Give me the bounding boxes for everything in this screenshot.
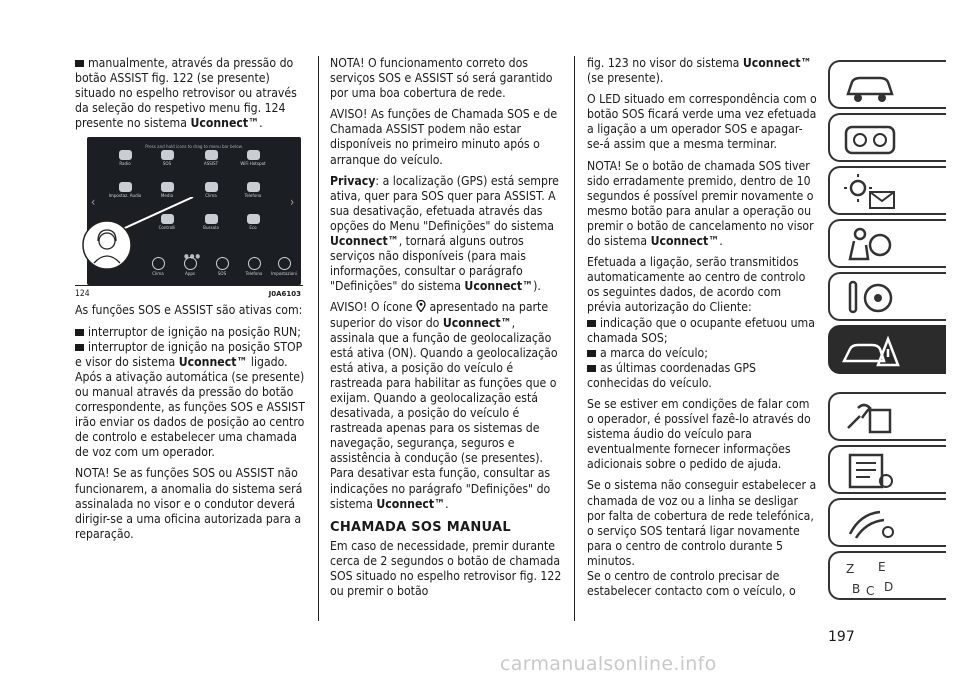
- column-1: [75, 56, 307, 548]
- tab-lights[interactable]: [828, 166, 946, 215]
- lights-message-icon: [840, 172, 900, 212]
- starting-driving-icon: [840, 278, 900, 318]
- page-number: 197: [828, 629, 855, 645]
- paragraph: Se o centro de controlo precisar de estabelecer contacto com o veículo, o: [587, 569, 796, 599]
- bullet-item: interruptor de ignição na posição STOP e visor do sistema Uconnect™ ligado.: [75, 339, 303, 369]
- index-icon: [840, 557, 900, 597]
- figure-124: [75, 137, 303, 300]
- tab-dashboard[interactable]: [828, 113, 946, 162]
- location-pin-icon: [416, 300, 426, 312]
- bullet-item: a marca do veículo;: [587, 346, 817, 361]
- bullet-square-icon: [75, 344, 84, 351]
- car-info-icon: [840, 66, 900, 106]
- phone-icon: Telefono: [233, 182, 273, 199]
- bullet-item: as últimas coordenadas GPS conhecidas do veículo.: [587, 360, 756, 390]
- technical-data-icon: [840, 451, 900, 491]
- figure-code: J0A6103: [268, 290, 301, 299]
- bullet-square-icon: [75, 60, 84, 67]
- paragraph: Se se estiver em condições de falar com o operador, é possível fazê-lo através do sistema áudio do veículo para eventualmente fornecer informações adicionais sobre o pedido de ajuda.: [587, 396, 811, 472]
- bullet-square-icon: [587, 320, 596, 327]
- column-divider: [574, 56, 575, 621]
- screen-header-text: Press and hold icons to drag to menu bar below.: [145, 145, 243, 151]
- airbag-seat-icon: [840, 225, 900, 265]
- note: NOTA! O funcionamento correto dos serviços SOS e ASSIST só será garantido por uma boa cobertura de rede.: [330, 56, 553, 101]
- note: NOTA! Se o botão de chamada SOS tiver sido erradamente premido, dentro de 10 segundos é possível premir novamente o mesmo botão para anular a operação ou premir o botão de cancelamento no visor do sistema Uconnect™.: [587, 158, 814, 249]
- audio-settings-icon: Impostaz. Audio: [105, 182, 145, 199]
- paragraph: Após a ativação automática (se presente) ou manual através da pressão do botão correspondente, as funções SOS e ASSIST irão enviar os dados de posição ao centro de controlo e estabelecer uma chamada de voz com um operador.: [75, 369, 305, 460]
- page-dots: ●●●: [184, 253, 202, 261]
- svg-text:Z: Z: [846, 562, 855, 576]
- wifi-hotspot-icon: WiFi Hotspot: [233, 150, 273, 167]
- paragraph: Se o sistema não conseguir estabelecer a chamada de voz ou a linha se desligar por falta de cobertura de rede telefónica, o serviço SOS tentará ligar novamente para o centro de controlo durante 5 minutos.: [587, 478, 817, 568]
- bullet-square-icon: [587, 350, 596, 357]
- paragraph: manualmente, através da pressão do botão ASSIST fig. 122 (se presente) situado no espelho retrovisor ou através da seleção do respetivo menu fig. 124 presente no sistema Uconnect™.: [75, 56, 297, 131]
- tab-safety[interactable]: [828, 219, 946, 268]
- multimedia-icon: [840, 504, 900, 544]
- svg-text:C: C: [866, 584, 875, 597]
- column-3: [587, 56, 817, 605]
- bullet-square-icon: [587, 365, 596, 372]
- paragraph: As funções SOS e ASSIST são ativas com:: [75, 303, 303, 318]
- dashboard-warning-icon: [840, 119, 900, 159]
- column-2: [330, 56, 563, 605]
- dock-climate-icon: Clima: [141, 257, 175, 277]
- dock-apps-icon: Apps: [173, 257, 207, 277]
- climate-icon: Clima: [191, 182, 231, 199]
- note: NOTA! Se as funções SOS ou ASSIST não funcionarem, a anomalia do sistema será assinalada no visor e o condutor deverá dirigir-se a uma oficina autorizada para a reparação.: [75, 466, 303, 541]
- sos-icon: SOS: [147, 150, 187, 167]
- eco-icon: Eco: [233, 214, 273, 231]
- paragraph: Em caso de necessidade, premir durante cerca de 2 segundos o botão de chamada SOS situado no espelho retrovisor fig. 122 ou premir o botão: [330, 538, 562, 599]
- tab-car-info[interactable]: [828, 60, 946, 109]
- maintenance-icon: [840, 398, 900, 438]
- column-divider: [318, 56, 319, 621]
- paragraph: fig. 123 no visor do sistema Uconnect™ (se presente).: [587, 56, 812, 86]
- tab-index[interactable]: [828, 551, 946, 600]
- tab-starting-driving[interactable]: [828, 272, 946, 321]
- media-icon: Media: [147, 182, 187, 199]
- chevron-left-icon: ‹: [91, 195, 96, 210]
- dock-phone-icon: Telefono: [237, 257, 271, 277]
- warning: AVISO! As funções de Chamada SOS e de Chamada ASSIST podem não estar disponíveis no primeiro minuto após o arranque do veículo.: [330, 107, 558, 167]
- tab-multimedia[interactable]: [828, 498, 946, 547]
- assist-icon: ASSIST: [191, 150, 231, 167]
- paragraph: O LED situado em correspondência com o botão SOS ficará verde uma vez efetuada a ligação a um operador SOS e apagar-se-á assim que a mesma terminar.: [587, 92, 817, 152]
- bullet-item: interruptor de ignição na posição RUN;: [75, 325, 307, 340]
- svg-text:E: E: [878, 560, 886, 574]
- dock-settings-icon: Impostazioni: [267, 257, 301, 277]
- operator-headset-icon: [75, 197, 195, 277]
- svg-text:D: D: [884, 580, 894, 594]
- brand-name: Uconnect™: [190, 116, 260, 131]
- tab-technical-data[interactable]: [828, 445, 946, 494]
- tab-maintenance[interactable]: [828, 392, 946, 441]
- watermark: carmanualsonline.info: [500, 653, 717, 675]
- paragraph: Efetuada a ligação, serão transmitidos automaticamente ao centro de controlo os seguintes dados, de acordo com prévia autorização do Cliente:: [587, 255, 806, 315]
- dock-sos-icon: SOS: [205, 257, 239, 277]
- warning: AVISO! O ícone apresentado na parte superior do visor do Uconnect™, assinala que a função de geolocalização está ativa (ON). Quando a geolocalização está ativa, a posição do veículo é rastreada para habilitar as funções que o exijam. Quando a geolocalização está desativada, a posição do veículo é rastreada apenas para os sistemas de navegação, segurança, seguros e assistência à condução (se presentes). Para desativar esta função, consultar as indicações no parágrafo "Definições" do sistema Uconnect™.: [330, 300, 558, 511]
- compass-icon: Bussola: [191, 214, 231, 231]
- controls-icon: Controlli: [147, 214, 187, 231]
- bullet-square-icon: [75, 329, 84, 336]
- bullet-item: indicação que o ocupante efetuou uma chamada SOS;: [587, 315, 815, 345]
- figure-number: 124: [75, 289, 90, 300]
- chevron-right-icon: ›: [290, 195, 295, 210]
- section-heading: CHAMADA SOS MANUAL: [330, 519, 511, 535]
- svg-text:B: B: [852, 582, 861, 596]
- tab-emergency[interactable]: [828, 325, 946, 374]
- radio-icon: Radio: [105, 150, 145, 167]
- emergency-icon: [840, 331, 900, 371]
- privacy-paragraph: Privacy: a localização (GPS) está sempre ativa, quer para SOS quer para ASSIST. A sua desativação, efetuada através das opções do Menu "Definições" do sistema Uconnect™, tornará alguns outros serviços não disponíveis (para mais informações, consultar o parágrafo "Definições" do sistema Uconnect™).: [330, 173, 559, 294]
